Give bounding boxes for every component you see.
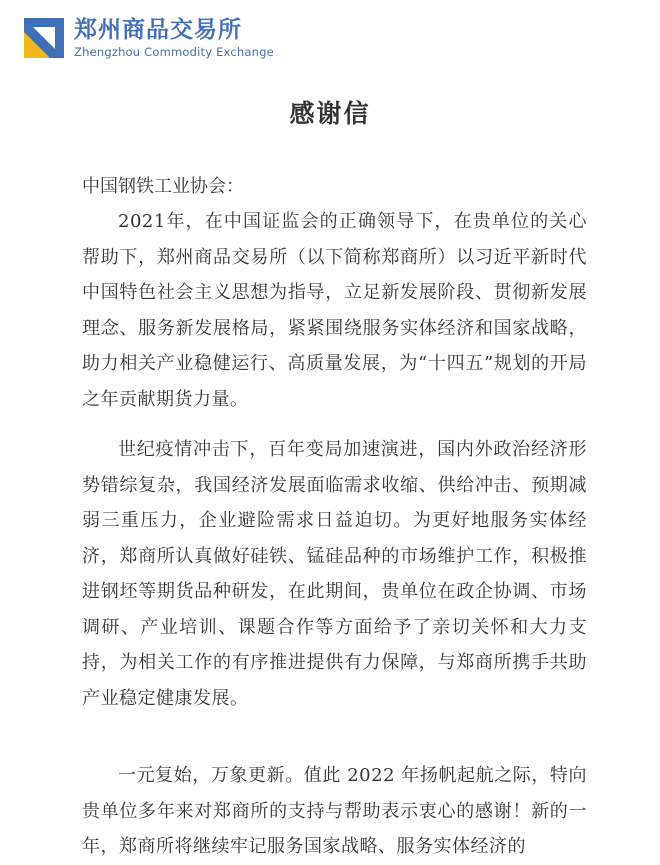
letterhead	[24, 14, 274, 62]
logo-text	[74, 17, 274, 59]
letter-paragraph-2: 世纪疫情冲击下，百年变局加速演进，国内外政治经济形势错综复杂，我国经济发展面临需求收缩、供给冲击、预期减弱三重压力，企业避险需求日益迫切。为更好地服务实体经济，郑商所认真做好硅铁、锰硅品种的市场维护工作，积极推进钢坯等期货品种研发，在此期间，贵单位在政企协调、市场调研、产业培训、课题合作等方面给予了亲切关怀和大力支持，为相关工作的有序推进提供有力保障，与郑商所携手共助产业稳定健康发展。	[82, 439, 587, 709]
letter-salutation: 中国钢铁工业协会：	[82, 176, 244, 197]
letter-title: 感谢信	[289, 99, 371, 128]
letter-paragraph-3: 一元复始，万象更新。值此 2022 年扬帆起航之际，特向贵单位多年来对郑商所的支持与帮助表示衷心的感谢！新的一年，郑商所将继续牢记服务国家战略、服务实体经济的	[82, 765, 587, 857]
org-name-cn: 郑州商品交易所	[74, 17, 242, 43]
zce-logo-icon	[24, 18, 64, 58]
letter-paragraph-1: 2021年，在中国证监会的正确领导下，在贵单位的关心帮助下，郑州商品交易所（以下简称郑商所）以习近平新时代中国特色社会主义思想为指导，立足新发展阶段、贯彻新发展理念、服务新发展格局，紧紧围绕服务实体经济和国家战略，助力相关产业稳健运行、高质量发展，为“十四五”规划的开局之年贡献期货力量。	[82, 211, 587, 410]
org-name-en: Zhengzhou Commodity Exchange	[74, 45, 274, 59]
